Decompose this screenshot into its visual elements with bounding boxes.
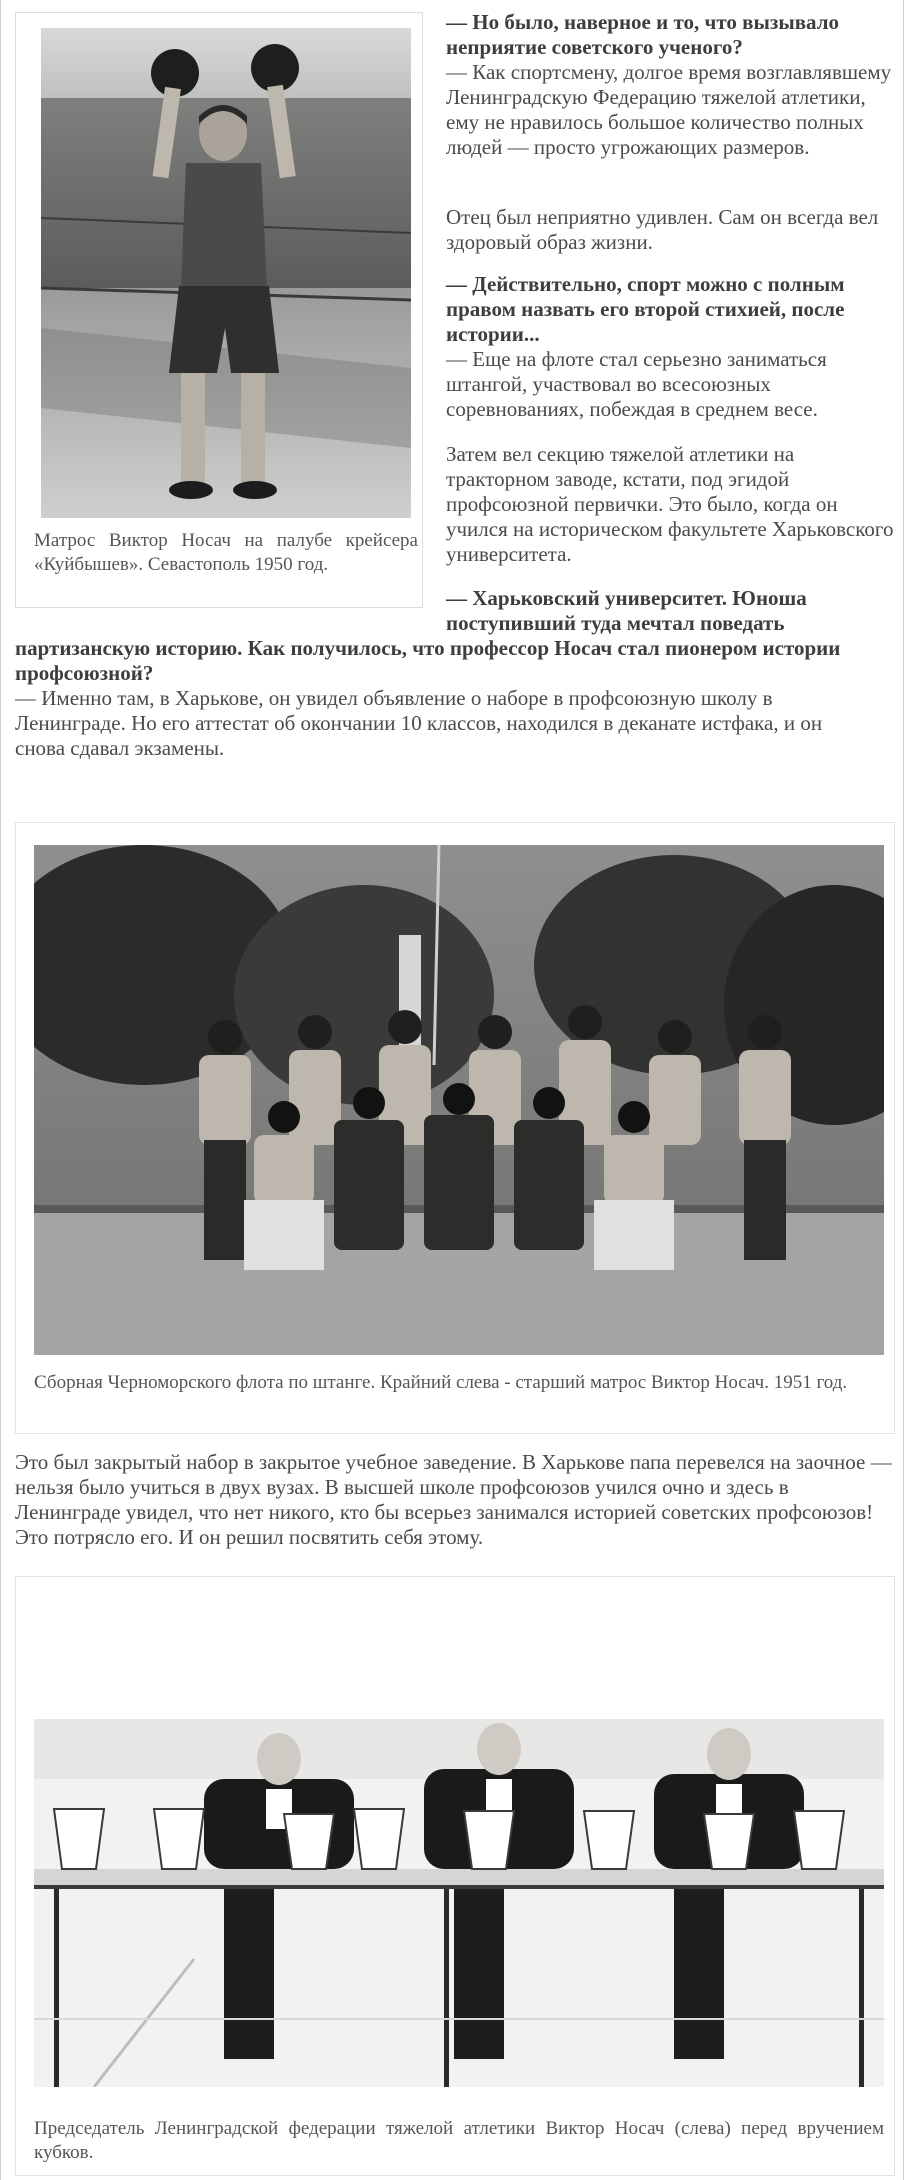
figure-team <box>15 822 895 1434</box>
interview-question-line: — Харьковский университет. Юноша <box>446 586 807 610</box>
figure-cups <box>15 1576 895 2176</box>
paragraph <box>446 205 898 255</box>
interview-block-2 <box>446 272 898 422</box>
interview-question-line: поступивший туда мечтал поведать <box>446 611 785 635</box>
interview-answer: — Как спортсмену, долгое время возглавлявшему Ленинградскую Федерацию тяжелой атлетики, ему не нравилось большое количество полных людей — просто угрожающих размеров. <box>446 60 892 159</box>
interview-block-3 <box>15 636 851 761</box>
interview-question: — Действительно, спорт можно с полным правом назвать его второй стихией, после истории... <box>446 272 845 346</box>
paragraph <box>15 1450 895 1550</box>
team-photo-image <box>34 845 884 1355</box>
paragraph <box>446 442 898 567</box>
team-photo <box>34 845 884 1377</box>
sailor-photo-image <box>41 28 411 518</box>
figure-sailor <box>15 12 423 608</box>
cups-photo <box>34 1719 884 2087</box>
figure-caption: Председатель Ленинградской федерации тяжелой атлетики Виктор Носач (слева) перед вручением кубков. <box>34 2118 884 2163</box>
interview-question-rest: партизанскую историю. Как получилось, что профессор Носач стал пионером истории профсоюзной? <box>15 636 841 685</box>
paragraph-text: Отец был неприятно удивлен. Сам он всегда вел здоровый образ жизни. <box>446 205 879 254</box>
interview-question: — Но было, наверное и то, что вызывало неприятие советского ученого? <box>446 10 840 59</box>
interview-block-1 <box>446 10 898 160</box>
paragraph-text: Это был закрытый набор в закрытое учебное заведение. В Харькове папа перевелся на заочное — нельзя было учиться в двух вузах. В высшей школе профсоюзов учился очно и здесь в Ленинграде увидел, что нет никого, кто бы всерьез занимался историей советских профсоюзов! Это потрясло его. И он решил посвятить себя этому. <box>15 1450 892 1549</box>
interview-answer: — Именно там, в Харькове, он увидел объявление о наборе в профсоюзную школу в Ленинграде. Но его аттестат об окончании 10 классов, находился в деканате истфака, и он снова сдавал экзамены. <box>15 686 823 760</box>
sailor-photo <box>41 28 411 518</box>
paragraph-text: Затем вел секцию тяжелой атлетики на тракторном заводе, кстати, под эгидой профсоюзной первички. Это было, когда он учился на историческом факультете Харьковского университета. <box>446 442 894 566</box>
figure-caption: Матрос Виктор Носач на палубе крейсера «Куйбышев». Севастополь 1950 год. <box>34 530 418 575</box>
cups-photo-image <box>34 1719 884 2087</box>
interview-question-start <box>446 586 898 636</box>
figure-caption: Сборная Черноморского флота по штанге. Крайний слева - старший матрос Виктор Носач. 1951 год. <box>34 1372 848 1393</box>
interview-answer: — Еще на флоте стал серьезно заниматься штангой, участвовал во всесоюзных соревнованиях, побеждая в среднем весе. <box>446 347 827 421</box>
